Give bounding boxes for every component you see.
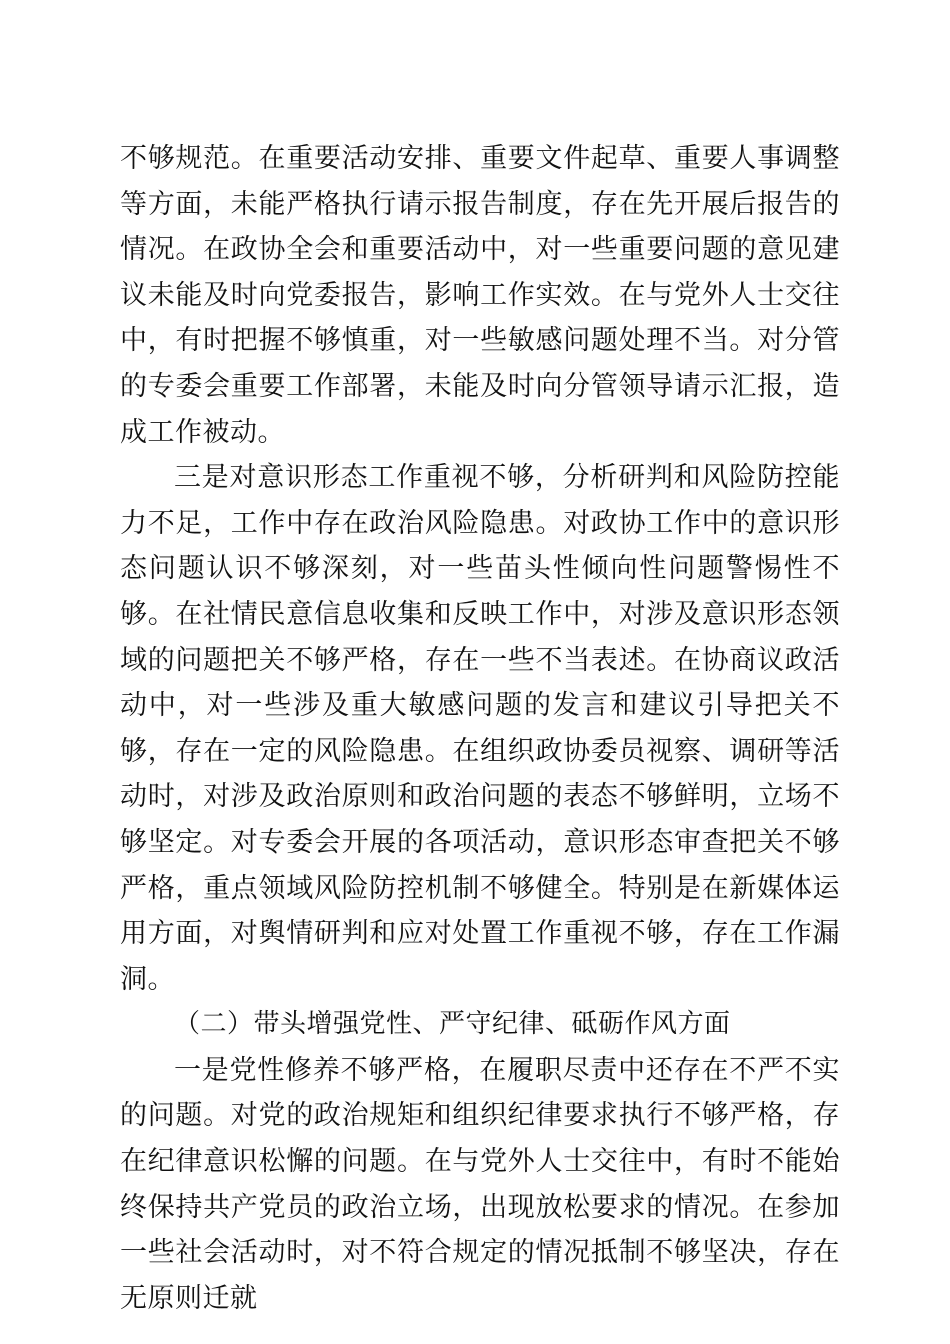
section-heading: （二）带头增强党性、严守纪律、砥砺作风方面 bbox=[174, 1009, 731, 1040]
paragraph-continuation: 不够规范。在重要活动安排、重要文件起草、重要人事调整等方面，未能严格执行请示报告制度，存在先开展后报告的情况。在政协全会和重要活动中，对一些重要问题的意见建议未能及时向党委报告，影响工作实效。在与党外人士交往中，有时把握不够慎重，对一些敏感问题处理不当。对分管的专委会重要工作部署，未能及时向分管领导请示汇报，造成工作被动。 bbox=[120, 143, 840, 448]
paragraph-point-three: 三是对意识形态工作重视不够，分析研判和风险防控能力不足，工作中存在政治风险隐患。对政协工作中的意识形态问题认识不够深刻，对一些苗头性倾向性问题警惕性不够。在社情民意信息收集和反映工作中，对涉及意识形态领域的问题把关不够严格，存在一些不当表述。在协商议政活动中，对一些涉及重大敏感问题的发言和建议引导把关不够，存在一定的风险隐患。在组织政协委员视察、调研等活动时，对涉及政治原则和政治问题的表态不够鲜明，立场不够坚定。对专委会开展的各项活动，意识形态审查把关不够严格，重点领域风险防控机制不够健全。特别是在新媒体运用方面，对舆情研判和应对处置工作重视不够，存在工作漏洞。 bbox=[120, 462, 840, 995]
document-body bbox=[120, 136, 840, 1321]
paragraph-point-one: 一是党性修养不够严格，在履职尽责中还存在不严不实的问题。对党的政治规矩和组织纪律要求执行不够严格，存在纪律意识松懈的问题。在与党外人士交往中，有时不能始终保持共产党员的政治立场，出现放松要求的情况。在参加一些社会活动时，对不符合规定的情况抵制不够坚决，存在无原则迁就 bbox=[120, 1054, 840, 1314]
